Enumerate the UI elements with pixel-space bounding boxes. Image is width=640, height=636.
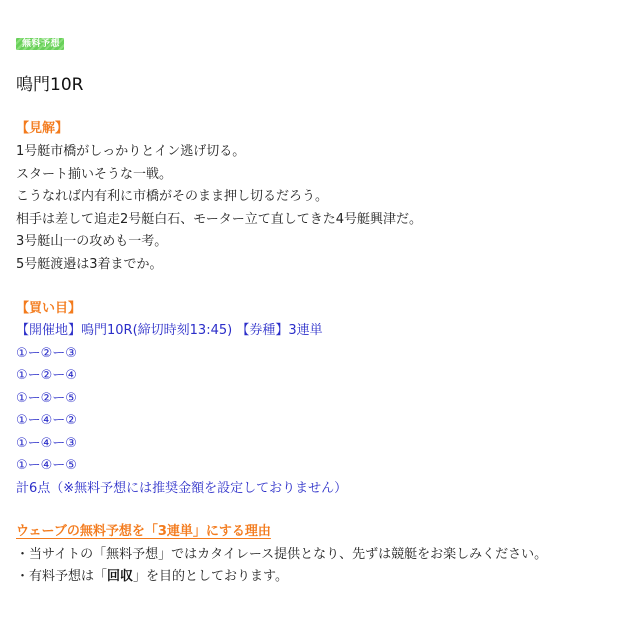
combo-item: ①ー④ー③ xyxy=(16,436,77,451)
analysis-line: こうなれば内有利に市橋がそのまま押し切るだろう。 xyxy=(16,189,329,204)
combo-item: ①ー④ー② xyxy=(16,413,77,428)
analysis-line: スタート揃いそうな一戦。 xyxy=(16,167,173,182)
analysis-heading: 【見解】 xyxy=(16,121,69,136)
total-points: 計6点（※無料予想には推奨金額を設定しておりません） xyxy=(16,481,348,496)
combo-item: ①ー②ー⑤ xyxy=(16,391,77,406)
free-prediction-badge: 無料予想 xyxy=(16,38,64,50)
reason-keyword: 回収 xyxy=(107,569,134,584)
analysis-line: 5号艇渡邉は3着までか。 xyxy=(16,257,163,272)
reason-prefix: ・有料予想は「 xyxy=(16,569,108,584)
reason-line-free: ・当サイトの「無料予想」ではカタイレース提供となり、先ずは競艇をお楽しみください。 xyxy=(16,547,548,562)
combo-item: ①ー④ー⑤ xyxy=(16,458,77,473)
reason-line-paid xyxy=(16,566,288,588)
buy-heading: 【買い目】 xyxy=(16,301,82,316)
combo-item: ①ー②ー④ xyxy=(16,368,77,383)
reason-suffix: 」を目的としております。 xyxy=(133,569,288,584)
article xyxy=(16,0,626,636)
combo-item: ①ー②ー③ xyxy=(16,346,77,361)
analysis-line: 相手は差して追走2号艇白石、モーター立て直してきた4号艇興津だ。 xyxy=(16,212,423,227)
analysis-line: 1号艇市橋がしっかりとイン逃げ切る。 xyxy=(16,144,246,159)
race-title: 鳴門10R xyxy=(16,75,84,95)
race-info: 【開催地】鳴門10R(締切時刻13:45) 【券種】3連単 xyxy=(16,323,323,338)
reason-heading: ウェーブの無料予想を「3連単」にする理由 xyxy=(16,524,271,539)
analysis-line: 3号艇山一の攻めも一考。 xyxy=(16,234,168,249)
